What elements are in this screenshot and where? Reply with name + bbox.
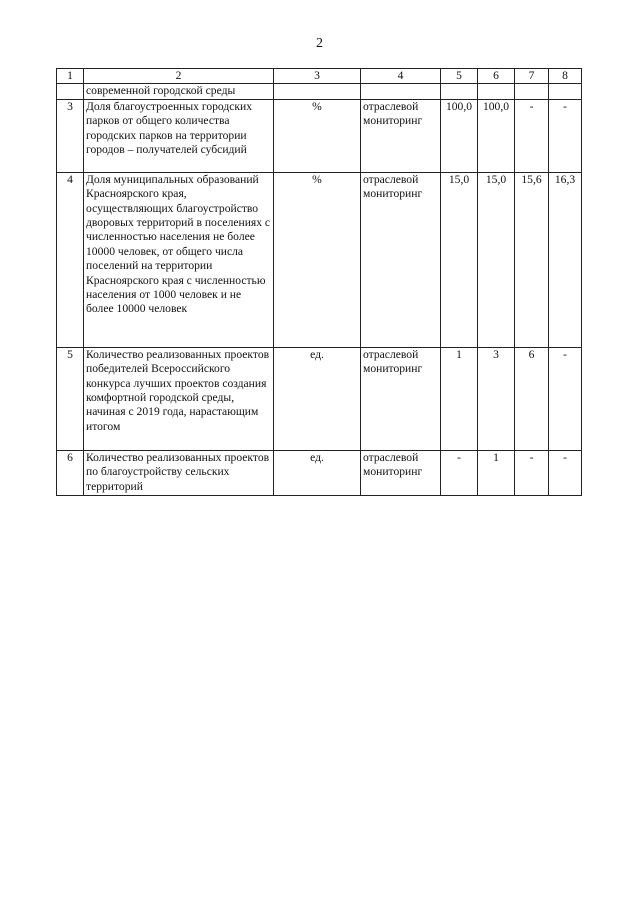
unit-cell: ед. [274,450,361,495]
value-cell-6: 3 [478,347,515,450]
value-cell [515,84,549,99]
unit-cell: % [274,172,361,347]
value-cell-5: 100,0 [441,99,478,172]
source-cell: отраслевой мониторинг [361,347,441,450]
value-cell [441,84,478,99]
indicator-name-cell: Доля благоустроенных городских парков от общего количества городских парков на территории городов – получателей субсидий [84,99,274,172]
row-number-cell: 6 [57,450,84,495]
value-cell-7: - [515,99,549,172]
column-header: 2 [84,69,274,84]
value-cell-7: 6 [515,347,549,450]
table-row [57,99,582,172]
value-cell-5: 1 [441,347,478,450]
column-header: 6 [478,69,515,84]
indicator-name-cell: современной городской среды [84,84,274,99]
table-row-continuation [57,84,582,99]
unit-cell: ед. [274,347,361,450]
value-cell-8: - [549,99,582,172]
value-cell-7: - [515,450,549,495]
value-cell-6: 15,0 [478,172,515,347]
value-cell [478,84,515,99]
column-header: 1 [57,69,84,84]
indicator-name-cell: Количество реализованных проектов по благоустройству сельских территорий [84,450,274,495]
row-number-cell: 5 [57,347,84,450]
row-number-cell: 3 [57,99,84,172]
value-cell-8: - [549,347,582,450]
source-cell: отраслевой мониторинг [361,450,441,495]
table-header-row [57,69,582,84]
unit-cell [274,84,361,99]
row-number-cell: 4 [57,172,84,347]
source-cell: отраслевой мониторинг [361,172,441,347]
column-header: 3 [274,69,361,84]
source-cell: отраслевой мониторинг [361,99,441,172]
column-header: 7 [515,69,549,84]
indicator-name-cell: Количество реализованных проектов победителей Всероссийского конкурса лучших проектов создания комфортной городской среды, начиная с 2019 года, нарастающим итогом [84,347,274,450]
value-cell-8: 16,3 [549,172,582,347]
table-row [57,172,582,347]
value-cell-7: 15,6 [515,172,549,347]
unit-cell: % [274,99,361,172]
value-cell [549,84,582,99]
column-header: 8 [549,69,582,84]
source-cell [361,84,441,99]
table-row [57,347,582,450]
row-number-cell [57,84,84,99]
indicator-name-cell: Доля муниципальных образований Красноярского края, осуществляющих благоустройство дворовых территорий в поселениях с численностью населения не более 10000 человек, от общего числа поселений на территории Красноярского края с численностью населения от 1000 человек и не более 10000 человек [84,172,274,347]
page-number: 2 [316,36,323,51]
value-cell-6: 100,0 [478,99,515,172]
column-header: 4 [361,69,441,84]
value-cell-5: 15,0 [441,172,478,347]
value-cell-6: 1 [478,450,515,495]
column-header: 5 [441,69,478,84]
value-cell-5: - [441,450,478,495]
indicators-table [56,68,582,496]
table-row [57,450,582,495]
value-cell-8: - [549,450,582,495]
